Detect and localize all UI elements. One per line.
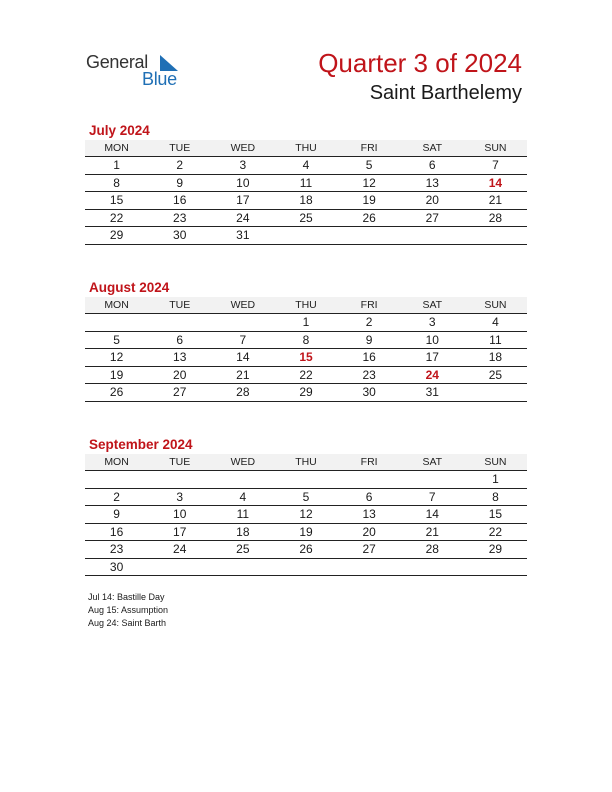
day-cell: 19 [109, 367, 124, 382]
day-cell: 24 [173, 542, 187, 556]
day-cell: 22 [299, 367, 313, 382]
day-cell: 5 [365, 158, 373, 172]
week-row [85, 192, 527, 210]
holiday-note: Jul 14: Bastille Day [88, 592, 165, 602]
day-cell: 17 [425, 350, 439, 364]
day-cell: 27 [425, 210, 439, 225]
weekday-label: THU [295, 299, 317, 311]
day-cell: 8 [492, 489, 499, 504]
day-cell [401, 471, 464, 488]
day-cell: 7 [492, 158, 499, 172]
week-row [85, 559, 527, 577]
weekday-header [85, 140, 527, 157]
week-row [85, 489, 527, 507]
month-name: September 2024 [89, 437, 193, 452]
weekday-header [85, 297, 527, 314]
day-cell: 3 [176, 489, 184, 504]
weekday-label: SUN [484, 456, 507, 468]
day-cell: 4 [492, 315, 499, 329]
week-row [85, 227, 527, 245]
month-calendar [85, 122, 527, 245]
day-cell: 18 [488, 350, 503, 364]
day-cell: 17 [173, 524, 187, 539]
day-cell: 20 [173, 367, 187, 382]
day-cell: 27 [173, 385, 187, 399]
day-cell: 13 [362, 507, 376, 521]
day-cell: 3 [239, 158, 247, 172]
week-row [85, 175, 527, 193]
weekday-label: WED [230, 456, 256, 468]
weekday-label: THU [295, 456, 317, 468]
day-cell: 21 [488, 193, 503, 207]
day-cell: 13 [173, 350, 187, 364]
day-cell [211, 559, 274, 576]
week-row [85, 210, 527, 228]
month-calendar [85, 436, 527, 576]
day-cell: 9 [113, 507, 120, 521]
holiday-note: Aug 24: Saint Barth [88, 618, 167, 628]
day-cell: 2 [113, 489, 120, 504]
day-cell: 26 [109, 385, 124, 399]
day-cell: 16 [109, 524, 124, 539]
day-cell: 22 [488, 524, 503, 539]
day-cell: 25 [236, 542, 250, 556]
day-cell: 12 [109, 350, 124, 364]
day-cell: 15 [299, 350, 313, 364]
day-cell: 11 [236, 507, 250, 521]
week-row [85, 541, 527, 559]
weekday-label: MON [104, 142, 129, 154]
day-cell: 1 [113, 158, 120, 172]
weekday-label: MON [104, 299, 129, 311]
day-cell: 6 [176, 332, 184, 347]
day-cell: 8 [302, 332, 310, 347]
day-cell: 1 [492, 472, 499, 486]
day-cell: 26 [362, 210, 376, 225]
day-cell: 30 [173, 228, 187, 242]
day-cell: 8 [113, 175, 120, 190]
weekday-label: THU [295, 142, 317, 154]
day-cell: 17 [236, 193, 250, 207]
holiday-note: Aug 15: Assumption [88, 605, 169, 615]
day-cell: 30 [109, 559, 124, 574]
day-cell [148, 314, 211, 331]
weekday-label: TUE [169, 299, 191, 311]
weekday-label: WED [230, 142, 256, 154]
month-calendar [85, 279, 527, 402]
holiday-notes [88, 591, 168, 630]
day-cell: 28 [425, 542, 439, 556]
day-cell: 11 [489, 332, 502, 347]
day-cell: 20 [425, 193, 439, 207]
day-cell: 26 [299, 542, 313, 556]
week-row [85, 332, 527, 350]
day-cell [274, 471, 337, 488]
day-cell: 7 [239, 332, 247, 347]
day-cell: 16 [362, 350, 376, 364]
day-cell [85, 314, 148, 331]
day-cell: 2 [365, 315, 373, 329]
day-cell [338, 227, 401, 244]
day-cell: 25 [488, 367, 503, 382]
day-cell: 10 [173, 507, 187, 521]
page-title: Quarter 3 of 2024 [318, 48, 522, 78]
day-cell [148, 471, 211, 488]
day-cell: 14 [236, 350, 250, 364]
day-cell: 13 [425, 175, 439, 190]
day-cell: 20 [362, 524, 376, 539]
day-cell: 3 [428, 315, 436, 329]
week-row [85, 384, 527, 402]
logo-general-text: General [86, 52, 148, 72]
day-cell: 14 [488, 175, 503, 190]
day-cell: 29 [299, 385, 313, 399]
weekday-label: FRI [360, 456, 378, 468]
day-cell: 19 [299, 524, 313, 539]
day-cell: 30 [362, 385, 376, 399]
day-cell: 28 [236, 385, 250, 399]
day-cell: 31 [425, 385, 439, 399]
day-cell: 6 [365, 489, 373, 504]
day-cell: 15 [488, 507, 503, 521]
day-cell: 15 [109, 193, 124, 207]
day-cell: 24 [236, 210, 250, 225]
day-cell [274, 227, 337, 244]
day-cell [338, 471, 401, 488]
day-cell: 23 [362, 367, 376, 382]
day-cell: 6 [428, 158, 436, 172]
day-cell: 28 [488, 210, 503, 225]
day-cell: 19 [362, 193, 376, 207]
logo-blue-text: Blue [142, 69, 177, 89]
day-cell: 5 [113, 332, 120, 347]
day-cell [401, 559, 464, 576]
weekday-label: SAT [422, 456, 443, 468]
weekday-label: WED [230, 299, 256, 311]
day-cell [148, 559, 211, 576]
weekday-label: SAT [422, 299, 443, 311]
month-name: August 2024 [89, 280, 170, 295]
day-cell: 14 [425, 507, 439, 521]
day-cell [464, 227, 527, 244]
week-row [85, 506, 527, 524]
day-cell [211, 314, 274, 331]
day-cell: 12 [299, 507, 313, 521]
day-cell [464, 384, 527, 401]
day-cell: 4 [239, 489, 247, 504]
day-cell [338, 559, 401, 576]
day-cell: 10 [236, 175, 250, 190]
logo [86, 52, 196, 92]
country-name: Saint Barthelemy [369, 82, 522, 104]
weekday-label: FRI [360, 142, 378, 154]
day-cell: 11 [299, 175, 313, 190]
day-cell: 24 [425, 367, 439, 382]
week-row [85, 471, 527, 489]
day-cell: 31 [236, 228, 250, 242]
day-cell [274, 559, 337, 576]
week-row [85, 349, 527, 367]
week-row [85, 524, 527, 542]
day-cell: 7 [428, 489, 436, 504]
day-cell: 4 [302, 158, 310, 172]
day-cell: 10 [425, 332, 439, 347]
month-name: July 2024 [89, 123, 150, 138]
weekday-header [85, 454, 527, 471]
weekday-label: TUE [169, 456, 191, 468]
weekday-label: SUN [484, 142, 507, 154]
weekday-label: SUN [484, 299, 507, 311]
day-cell: 18 [299, 193, 313, 207]
day-cell [211, 471, 274, 488]
weekday-label: FRI [360, 299, 378, 311]
day-cell [464, 559, 527, 576]
day-cell [401, 227, 464, 244]
week-row [85, 314, 527, 332]
day-cell: 9 [176, 175, 184, 190]
day-cell: 12 [362, 175, 376, 190]
day-cell: 9 [365, 332, 373, 347]
day-cell: 23 [109, 542, 124, 556]
day-cell: 5 [302, 489, 310, 504]
day-cell: 2 [176, 158, 184, 172]
day-cell: 29 [488, 542, 503, 556]
day-cell: 29 [109, 228, 124, 242]
day-cell: 21 [236, 367, 250, 382]
day-cell: 22 [109, 210, 124, 225]
week-row [85, 157, 527, 175]
day-cell: 1 [302, 315, 310, 329]
day-cell: 16 [173, 193, 187, 207]
day-cell [85, 471, 148, 488]
weekday-label: MON [104, 456, 129, 468]
day-cell: 27 [362, 542, 376, 556]
day-cell: 23 [173, 210, 187, 225]
weekday-label: SAT [422, 142, 443, 154]
day-cell: 18 [236, 524, 250, 539]
day-cell: 21 [425, 524, 439, 539]
weekday-label: TUE [169, 142, 191, 154]
day-cell: 25 [299, 210, 313, 225]
week-row [85, 367, 527, 385]
